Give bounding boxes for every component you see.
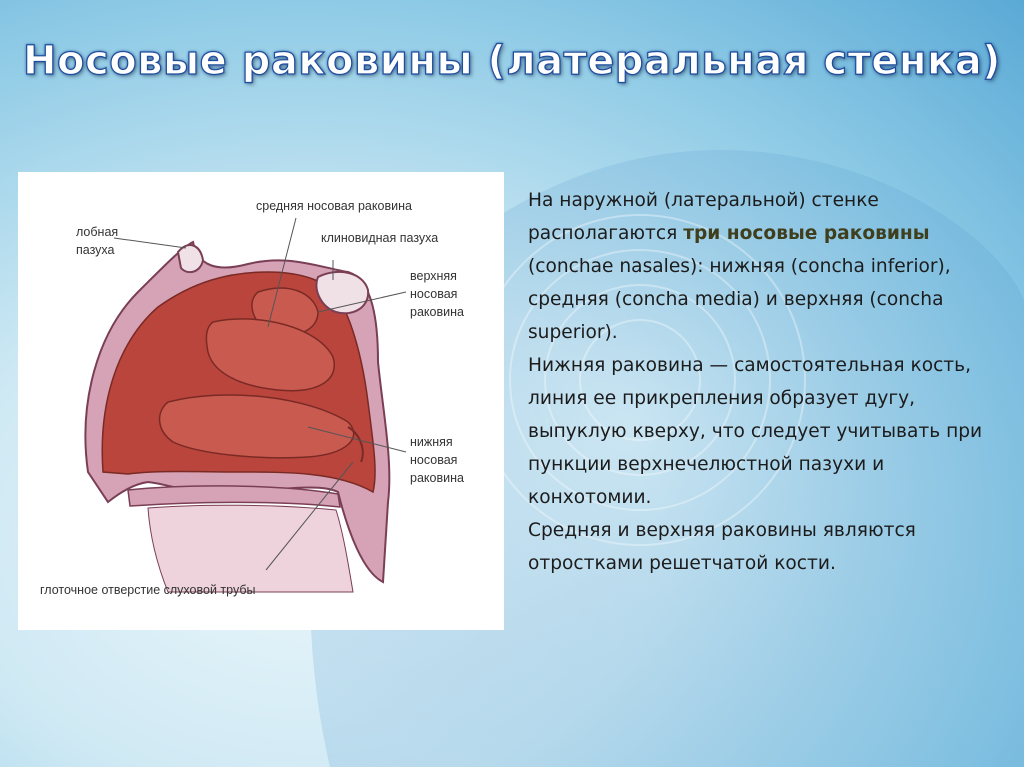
- label-frontal-sinus-1: лобная: [76, 225, 119, 239]
- highlight-three-conchae: три носовые раковины: [683, 223, 930, 244]
- label-tube-opening: глоточное отверстие слуховой трубы: [40, 583, 256, 597]
- label-frontal-sinus-2: пазуха: [76, 243, 115, 257]
- soft-palate: [148, 505, 353, 592]
- label-superior-concha-1: верхняя: [410, 269, 457, 283]
- paragraph-inferior-concha: Нижняя раковина — самостоятельная кость, линия ее прикрепления образует дугу, выпуклую кверху, что следует учитывать при пункции верхнечелюстной пазухи и конхотомии.: [528, 355, 983, 508]
- slide-title: Носовые раковины (латеральная стенка): [23, 38, 1001, 84]
- paragraph-middle-superior: Средняя и верхняя раковины являются отростками решетчатой кости.: [528, 520, 916, 574]
- label-superior-concha-3: раковина: [410, 305, 464, 319]
- label-superior-concha-2: носовая: [410, 287, 458, 301]
- label-inferior-concha-3: раковина: [410, 471, 464, 485]
- label-inferior-concha-1: нижняя: [410, 435, 453, 449]
- description-text: [528, 184, 1006, 580]
- frontal-sinus: [178, 245, 203, 272]
- label-sphenoid-sinus: клиновидная пазуха: [321, 231, 439, 245]
- nasal-cavity-figure: [18, 172, 504, 630]
- label-middle-concha: средняя носовая раковина: [256, 199, 412, 213]
- paragraph-conchae: На наружной (латеральной) стенке располагаются три носовые раковины (conchae nasales): нижняя (concha inferior), средняя (concha media) и верхняя (concha superior).: [528, 190, 951, 343]
- hard-palate: [128, 486, 340, 507]
- label-inferior-concha-2: носовая: [410, 453, 458, 467]
